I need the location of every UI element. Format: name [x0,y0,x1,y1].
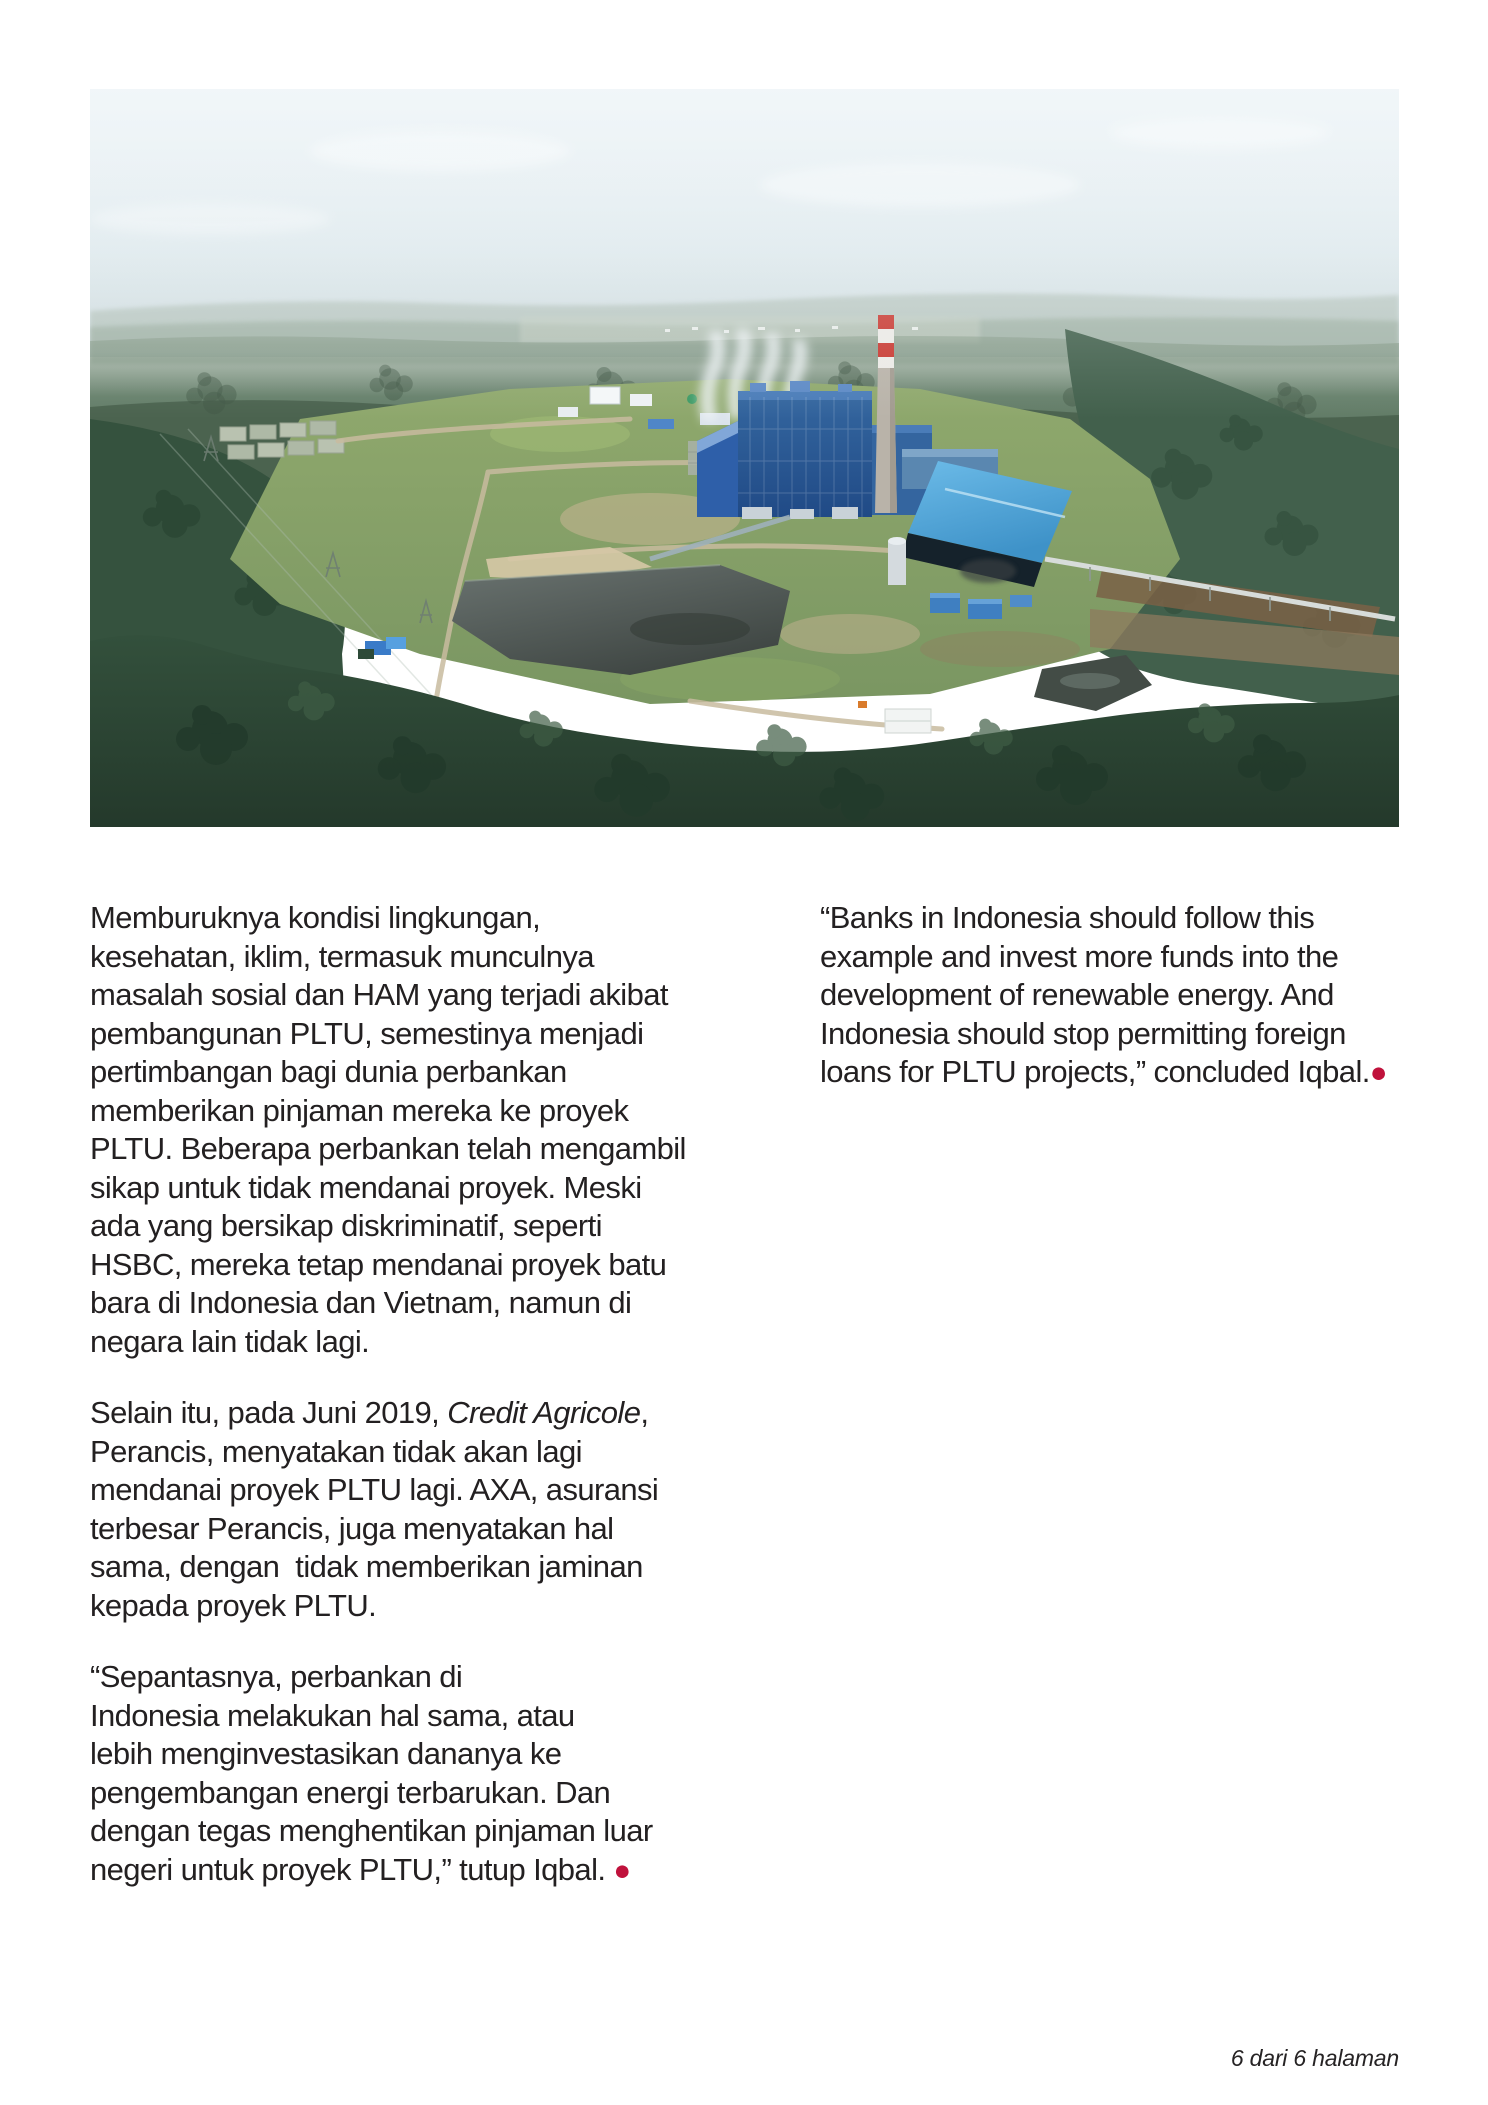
text-line [820,1053,1420,1093]
text-line: pertimbangan bagi dunia perbankan [90,1054,567,1089]
article-column-right [820,899,1420,1126]
text-line: masalah sosial dan HAM yang terjadi akibat [90,977,668,1012]
text-line: development of renewable energy. And [820,977,1334,1012]
text-segment: negeri untuk proyek PLTU,” tutup Iqbal. [90,1851,614,1887]
text-line: negara lain tidak lagi. [90,1323,370,1359]
text-line: “Banks in Indonesia should follow this [820,900,1315,935]
text-line: Memburuknya kondisi lingkungan, [90,900,541,935]
text-line: lebih menginvestasikan dananya ke [90,1736,562,1771]
italic-text-segment: Credit Agricole [447,1395,641,1430]
text-line: ada yang bersikap diskriminatif, seperti [90,1208,602,1243]
end-of-article-dot: ● [613,1853,631,1887]
photo-haze-overlay [90,89,1399,419]
paragraph [90,899,710,1361]
article-column-left [90,899,710,1923]
text-line: HSBC, mereka tetap mendanai proyek batu [90,1246,667,1282]
text-line: sama, dengan tidak memberikan jaminan [90,1549,643,1584]
text-line: mendanai proyek PLTU lagi. AXA, asuransi [90,1472,659,1507]
text-segment: Selain itu, pada Juni 2019, [90,1395,448,1430]
text-line [90,1851,710,1891]
text-line: “Sepantasnya, perbankan di [90,1659,463,1694]
text-line: PLTU. Beberapa perbankan telah mengambil [90,1131,686,1166]
text-line: Indonesia should stop permitting foreign [820,1015,1346,1051]
text-line: bara di Indonesia dan Vietnam, namun di [90,1285,632,1320]
text-line: pembangunan PLTU, semestinya menjadi [90,1015,644,1051]
text-line: Indonesia melakukan hal sama, atau [90,1697,575,1733]
paragraph [90,1394,710,1625]
text-line: kesehatan, iklim, termasuk munculnya [90,938,594,974]
text-line: example and invest more funds into the [820,938,1339,974]
text-line: terbesar Perancis, juga menyatakan hal [90,1510,614,1546]
photo-warehouse-canopy [858,701,931,733]
text-line: Perancis, menyatakan tidak akan lagi [90,1433,582,1469]
footer-page-indicator: 6 dari 6 halaman [1230,2045,1399,2071]
text-segment: loans for PLTU projects,” concluded Iqbal. [820,1054,1370,1089]
text-line: dengan tegas menghentikan pinjaman luar [90,1813,653,1848]
text-line: pengembangan energi terbarukan. Dan [90,1774,611,1810]
paragraph [90,1658,710,1890]
aerial-photo-power-plant [90,89,1399,827]
text-line [90,1394,710,1433]
text-line: sikap untuk tidak mendanai proyek. Meski [90,1169,642,1205]
power-plant-illustration [90,89,1399,827]
end-of-article-dot: ● [1369,1056,1387,1089]
paragraph [820,899,1420,1093]
text-segment: , [640,1395,649,1430]
text-line: kepada proyek PLTU. [90,1587,377,1623]
photo-excavator [858,701,867,708]
text-line: memberikan pinjaman mereka ke proyek [90,1092,629,1128]
photo-annex-roof [902,449,998,457]
